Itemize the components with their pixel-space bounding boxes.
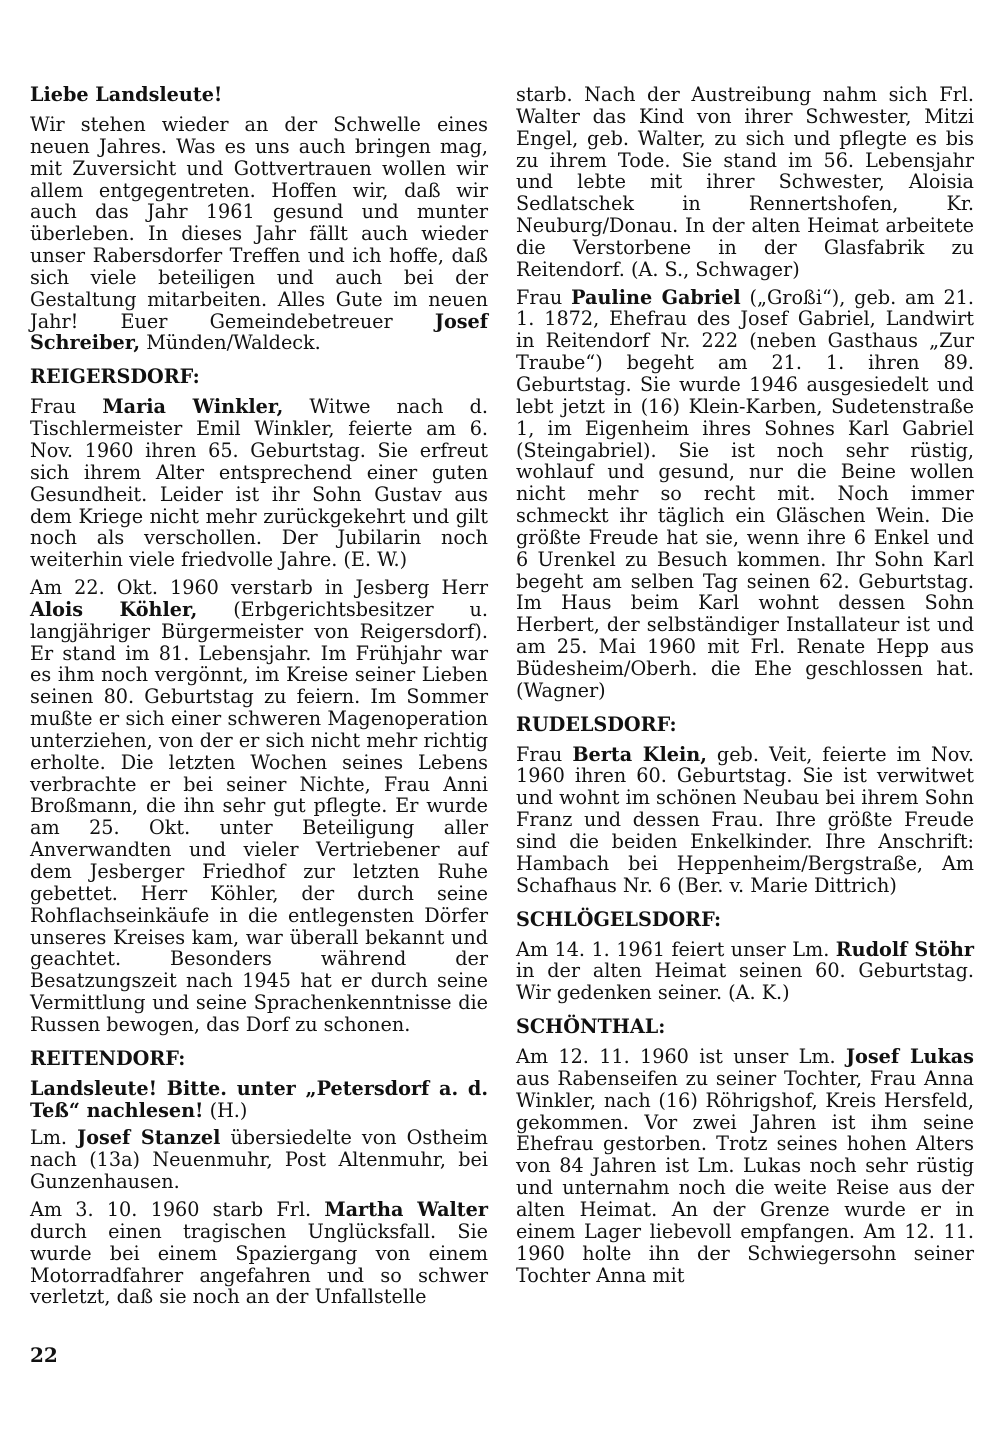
reit1-name: Josef Stanzel — [77, 1126, 221, 1150]
rudelsdorf-paragraph — [516, 744, 974, 897]
schoen-name: Josef Lukas — [845, 1045, 974, 1069]
greeting-signature-place: Münden/Waldeck. — [140, 331, 321, 355]
reigersdorf-paragraph-2 — [30, 577, 488, 1036]
reitendorf-paragraph-1 — [30, 1127, 488, 1193]
reig2-text-a: Am 22. Okt. 1960 verstarb in Jesberg Herr — [30, 576, 488, 600]
rud-text-b: geb. Veit, feierte im Nov. 1960 ihren 60. Geburtstag. Sie ist verwitwet und wohnt im schönen Neubau bei ihrem Sohn Franz und dessen Frau. Ihre größte Freude sind die beiden Enkelkinder. Ihre Anschrift: Hambach bei Heppenheim/Bergstraße, Am Schafhaus Nr. 6 (Ber. v. Marie Dittrich) — [516, 742, 974, 897]
reitendorf-paragraph-2 — [30, 1199, 488, 1308]
schoen-text-a: Am 12. 11. 1960 ist unser Lm. — [516, 1045, 846, 1069]
left-column — [30, 84, 488, 1314]
reig2-name: Alois Köhler, — [30, 597, 198, 621]
reit1-text-b: übersiedelte von Ostheim nach (13a) Neuenmuhr, Post Altenmuhr, bei Gunzenhausen. — [30, 1126, 488, 1194]
greeting-signature-name: Josef Schreiber, — [30, 309, 488, 355]
reigersdorf-paragraph-1 — [30, 396, 488, 571]
schl-name: Rudolf Stöhr — [835, 937, 974, 961]
schloegelsdorf-paragraph — [516, 939, 974, 1005]
gab-text-b: („Großi“), geb. am 21. 1. 1872, Ehefrau des Josef Gabriel, Landwirt in Reitendorf Nr. 222 (neben Gasthaus „Zur Traube“) begeht am 21. 1. ihren 89. Geburtstag. Sie wurde 1946 ausgesiedelt und lebt jetzt in (16) Klein-Karben, Sudetenstraße 1, im Eigenheim ihres Sohnes Karl Gabriel (Steingabriel). Sie ist noch sehr rüstig, wohlauf und gesund, nur die Beine wollen nicht mehr so recht mit. Noch immer schmeckt ihr täglich ein Gläschen Wein. Die größte Freude hat sie, wenn ihre 6 Enkel und 6 Urenkel zu Besuch kommen. Ihr Sohn Karl begeht am selben Tag seinen 62. Geburtstag. Im Haus beim Karl wohnt dessen Sohn Herbert, der selbständiger Installateur ist und am 25. Mai 1960 mit Frl. Renate Hepp aus Büdesheim/Oberh. die Ehe geschlossen hat. (Wagner) — [516, 285, 975, 702]
schoen-text-b: aus Rabenseifen zu seiner Tochter, Frau Anna Winkler, nach (16) Röhrigshof, Kreis Hersfeld, gekommen. Vor zwei Jahren ist ihm seine Ehefrau gestorben. Trotz seines hohen Alters von 84 Jahren ist Lm. Lukas noch sehr rüstig und unternahm noch die weite Reise aus der alten Heimat. An der Grenze wurde er in einem Lager liebevoll empfangen. Am 12. 11. 1960 holte ihn der Schwiegersohn seiner Tochter Anna mit — [516, 1066, 974, 1287]
reig1-text-a: Frau — [30, 395, 103, 419]
rud-text-a: Frau — [516, 742, 573, 766]
reig2-text-b: (Erbgerichtsbesitzer u. langjähriger Bürgermeister von Reigersdorf). Er stand im 81. Lebensjahr. Im Frühjahr war es ihm noch vergönnt, im Kreise seiner Lieben seinen 80. Geburtstag zu feiern. Im Sommer mußte er sich einer schweren Magenoperation unterziehen, von der er sich nicht mehr richtig erholte. Die letzten Wochen seines Lebens verbrachte er bei seiner Nichte, Frau Anni Broßmann, die ihn sehr gut pflegte. Er wurde am 25. Okt. unter Beteiligung aller Anverwandten und vieler Vertriebener auf dem Jesberger Friedhof zur letzten Ruhe gebettet. Herr Köhler, der durch seine Rohflachseinkäufe in die entlegensten Dörfer unseres Kreises kam, war überall bekannt und geachtet. Besonders während der Besatzungszeit nach 1945 hat er durch seine Vermittlung und seine Sprachenkenntnisse die Russen bewogen, das Dorf zu schonen. — [30, 597, 489, 1036]
right-column — [516, 84, 974, 1292]
schl-text-a: Am 14. 1. 1961 feiert unser Lm. — [516, 937, 836, 961]
reit2-name: Martha Walter — [324, 1197, 488, 1221]
section-heading-schloegelsdorf: SCHLÖGELSDORF: — [516, 907, 722, 931]
gab-name: Pauline Gabriel — [571, 285, 741, 309]
greeting-text: Wir stehen wieder an der Schwelle eines neuen Jahres. Was es uns auch bringen mag, mit Zuversicht und Gottvertrauen wollen wir allem entgegentreten. Hoffen wir, daß wir auch das Jahr 1961 gesund und munter überleben. In dieses Jahr fällt auch wieder unser Rabersdorfer Treffen und ich hoffe, daß sich viele beteiligen und auch bei der Gestaltung mitarbeiten. Alles Gute im neuen Jahr! Euer Gemeindebetreuer — [30, 113, 488, 333]
section-heading-schoenthal: SCHÖNTHAL: — [516, 1015, 666, 1039]
reit-note-tag: (H.) — [203, 1098, 248, 1122]
section-heading-rudelsdorf: RUDELSDORF: — [516, 712, 677, 736]
reit2-text-b: durch einen tragischen Unglücksfall. Sie wurde bei einem Spaziergang von einem Motorradfahrer angefahren und so schwer verletzt, daß sie noch an der Unfallstelle — [30, 1219, 488, 1309]
reig1-text-b: Witwe nach d. Tischlermeister Emil Winkler, feierte am 6. Nov. 1960 ihren 65. Geburtstag. Sie erfreut sich ihrem Alter entsprechend einer guten Gesundheit. Leider ist ihr Sohn Gustav aus dem Kriege nicht mehr zurückgekehrt und gilt noch als verschollen. Der Jubilarin noch weiterhin viele friedvolle Jahre. (E. W.) — [30, 395, 488, 572]
greeting-paragraph — [30, 114, 488, 354]
schoenthal-paragraph — [516, 1046, 974, 1286]
gab-text-a: Frau — [516, 285, 572, 309]
greeting-title: Liebe Landsleute! — [30, 83, 223, 106]
page-number: 22 — [30, 1343, 58, 1367]
reig1-name: Maria Winkler, — [102, 395, 284, 419]
gabriel-paragraph — [516, 287, 974, 702]
reit-note-text: Landsleute! Bitte. unter „Petersdorf a. d. Teß“ nachlesen! — [30, 1076, 488, 1122]
reit2-text-a: Am 3. 10. 1960 starb Frl. — [30, 1197, 325, 1221]
section-heading-reitendorf: REITENDORF: — [30, 1046, 186, 1070]
schl-text-b: in der alten Heimat seinen 60. Geburtstag. Wir gedenken seiner. (A. K.) — [516, 959, 974, 1005]
continued-paragraph: starb. Nach der Austreibung nahm sich Frl. Walter das Kind von ihrer Schwester, Mitzi Engel, geb. Walter, zu sich und pflegte es bis zu ihrem Tode. Sie stand im 56. Lebensjahr und lebte mit ihrer Schwester, Aloisia Sedlatschek in Rennertshofen, Kr. Neuburg/Donau. In der alten Heimat arbeitete die Verstorbene in der Glasfabrik zu Reitendorf. (A. S., Schwager) — [516, 83, 974, 281]
reit1-text-a: Lm. — [30, 1126, 78, 1150]
rud-name: Berta Klein, — [572, 742, 707, 766]
reitendorf-note — [30, 1078, 488, 1122]
section-heading-reigersdorf: REIGERSDORF: — [30, 365, 200, 389]
